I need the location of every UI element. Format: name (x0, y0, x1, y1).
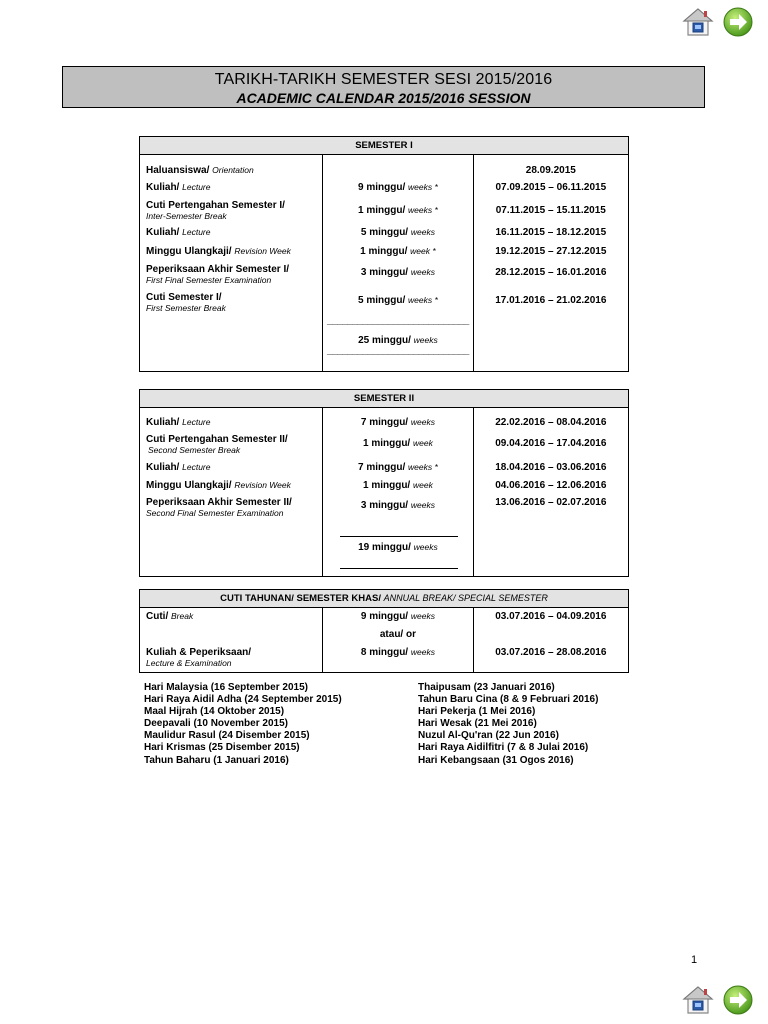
weeks-value: 9 minggu/ weeks (360, 611, 435, 622)
table-row: Peperiksaan Akhir Semester II/ Second Final Semester Examination (146, 497, 292, 518)
semester-1-weeks-col (323, 155, 473, 372)
date-value: 13.06.2016 – 02.07.2016 (495, 497, 607, 508)
table-row: Minggu Ulangkaji/ Revision Week (146, 480, 291, 491)
table-row: Kuliah/ Lecture (146, 182, 211, 193)
semester-1-header: SEMESTER I (140, 137, 629, 155)
annual-activity-col (140, 608, 323, 673)
list-item: Hari Raya Aidilfitri (7 & 8 Julai 2016) (418, 742, 589, 754)
table-row: Cuti Semester I/ First Semester Break (146, 292, 226, 313)
table-row: Kuliah/ Lecture (146, 417, 211, 428)
divider (340, 536, 458, 537)
table-row: Kuliah & Peperiksaan/ Lecture & Examination (146, 647, 252, 668)
list-item: Tahun Baharu (1 Januari 2016) (144, 754, 289, 766)
date-value: 19.12.2015 – 27.12.2015 (495, 246, 607, 257)
divider: ____________________________ (327, 315, 469, 326)
table-row: Haluansiswa/ Orientation (146, 165, 254, 176)
home-icon (682, 6, 714, 38)
bottom-nav (682, 984, 754, 1016)
weeks-value: 8 minggu/ weeks (360, 647, 435, 658)
list-item: Thaipusam (23 Januari 2016) (418, 682, 555, 693)
semester-1-total: 25 minggu/ weeks (358, 335, 438, 346)
list-item: Nuzul Al-Qu'ran (22 Jun 2016) (418, 730, 559, 742)
list-item: Deepavali (10 November 2015) (144, 718, 288, 730)
date-value: 22.02.2016 – 08.04.2016 (495, 417, 607, 428)
date-value: 16.11.2015 – 18.12.2015 (495, 227, 607, 238)
date-value: 09.04.2016 – 17.04.2016 (495, 438, 607, 449)
weeks-value: 1 minggu/ week (362, 438, 433, 449)
semester-1-date-col (473, 155, 628, 372)
table-row: Kuliah/ Lecture (146, 462, 211, 473)
home-button[interactable] (682, 6, 714, 38)
list-item: Maal Hijrah (14 Oktober 2015) (144, 706, 285, 718)
or-separator: atau/ or (379, 629, 416, 640)
divider: ____________________________ (327, 345, 469, 356)
next-page-button[interactable] (722, 6, 754, 38)
list-item: Hari Malaysia (16 September 2015) (144, 682, 308, 693)
list-item: Hari Kebangsaan (31 Ogos 2016) (418, 754, 574, 766)
page-subtitle: ACADEMIC CALENDAR 2015/2016 SESSION (236, 90, 531, 106)
arrow-right-icon (722, 984, 754, 1016)
semester-2-date-col (473, 408, 628, 577)
title-box (62, 66, 705, 108)
table-row: Kuliah/ Lecture (146, 227, 211, 238)
table-row: Cuti/ Break (146, 611, 194, 622)
list-item: Maulidur Rasul (24 Disember 2015) (144, 730, 310, 742)
weeks-value: 1 minggu/ week (362, 480, 433, 491)
list-item: Hari Krismas (25 Disember 2015) (144, 742, 300, 754)
date-value: 18.04.2016 – 03.06.2016 (495, 462, 607, 473)
weeks-value: 3 minggu/ weeks (360, 267, 435, 278)
annual-date-col (473, 608, 628, 673)
weeks-value: 7 minggu/ weeks (360, 417, 435, 428)
home-icon (682, 984, 714, 1016)
weeks-value: 9 minggu/ weeks * (358, 182, 438, 193)
table-row: Cuti Pertengahan Semester II/ Second Semester Break (146, 434, 288, 455)
arrow-right-icon (722, 6, 754, 38)
date-value: 28.12.2015 – 16.01.2016 (495, 267, 607, 278)
weeks-value: 5 minggu/ weeks * (358, 295, 438, 306)
semester-1-table (139, 136, 629, 372)
page-number: 1 (691, 954, 698, 966)
date-value: 04.06.2016 – 12.06.2016 (495, 480, 607, 491)
table-row: Peperiksaan Akhir Semester I/ First Final Semester Examination (146, 264, 290, 285)
page-title: TARIKH-TARIKH SEMESTER SESI 2015/2016 (214, 71, 553, 88)
semester-2-weeks-col (323, 408, 473, 577)
annual-weeks-col (323, 608, 473, 673)
semester-2-activity-col (140, 408, 323, 577)
semester-2-total: 19 minggu/ weeks (358, 542, 438, 553)
weeks-value: 1 minggu/ weeks * (358, 205, 438, 216)
semester-2-header: SEMESTER II (140, 390, 629, 408)
list-item: Hari Raya Aidil Adha (24 September 2015) (144, 694, 342, 706)
date-value: 28.09.2015 (525, 165, 576, 176)
list-item: Hari Pekerja (1 Mei 2016) (418, 706, 536, 718)
holidays-list-right (418, 682, 598, 767)
semester-2-table (139, 389, 629, 577)
next-page-button[interactable] (722, 984, 754, 1016)
weeks-value: 5 minggu/ weeks (360, 227, 435, 238)
top-nav (682, 6, 754, 38)
table-row: Minggu Ulangkaji/ Revision Week (146, 246, 291, 257)
annual-break-header: CUTI TAHUNAN/ SEMESTER KHAS/ ANNUAL BREAK/ SPECIAL SEMESTER (140, 590, 629, 608)
list-item: Tahun Baru Cina (8 & 9 Februari 2016) (418, 694, 599, 706)
date-value: 03.07.2016 – 28.08.2016 (495, 647, 607, 658)
weeks-value: 7 minggu/ weeks * (358, 462, 438, 473)
table-row: Cuti Pertengahan Semester I/ Inter-Semester Break (146, 200, 285, 221)
home-button[interactable] (682, 984, 714, 1016)
date-value: 17.01.2016 – 21.02.2016 (495, 295, 607, 306)
holidays-list-left (144, 682, 342, 767)
annual-break-table (139, 589, 629, 673)
weeks-value: 3 minggu/ weeks (360, 500, 435, 511)
weeks-value: 1 minggu/ week * (360, 246, 436, 257)
date-value: 03.07.2016 – 04.09.2016 (495, 611, 607, 622)
semester-1-activity-col (140, 155, 323, 372)
divider (340, 568, 458, 569)
list-item: Hari Wesak (21 Mei 2016) (418, 718, 537, 730)
date-value: 07.11.2015 – 15.11.2015 (495, 205, 606, 216)
date-value: 07.09.2015 – 06.11.2015 (495, 182, 607, 193)
